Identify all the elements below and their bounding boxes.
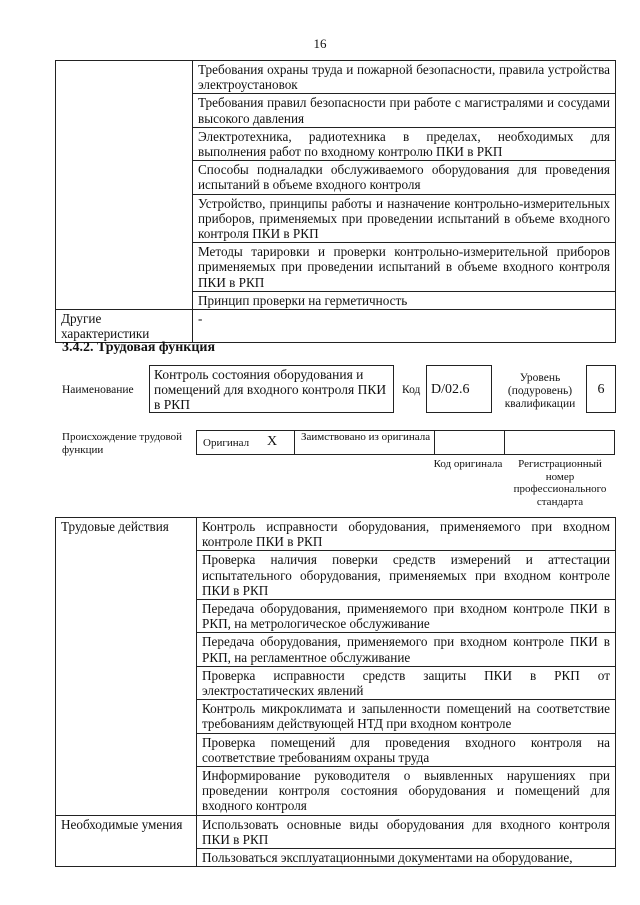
function-code: D/02.6: [431, 382, 470, 397]
section-title: 3.4.2. Трудовая функция: [62, 340, 216, 355]
skill-item: Использовать основные виды оборудования для входного контроля ПКИ в РКП: [197, 815, 616, 848]
labor-actions-label: Трудовые действия: [56, 518, 197, 816]
labor-action-item: Проверка исправности средств защиты ПКИ в РКП от электростатических явлений: [197, 666, 616, 699]
level-box: [586, 365, 616, 413]
origin-divider: [504, 431, 505, 454]
code-original-caption: Код оригинала: [433, 458, 503, 470]
original-cell: [197, 431, 295, 454]
knowledge-item: Требования охраны труда и пожарной безопасности, правила устройства электроустановок: [193, 61, 616, 94]
level-label: Уровень (подуровень) квалификации: [504, 372, 576, 410]
knowledge-item: Принцип проверки на герметичность: [193, 291, 616, 309]
page-number: 16: [313, 36, 327, 51]
code-label: Код: [402, 384, 421, 396]
function-code-box: [426, 365, 492, 413]
labor-action-item: Передача оборудования, применяемого при входном контроле ПКИ в РКП, на регламентное обслуживание: [197, 633, 616, 666]
labor-action-item: Проверка помещений для проведения входного контроля на соответствие требованиям охраны труда: [197, 733, 616, 766]
original-mark: X: [267, 434, 278, 449]
level-value: 6: [597, 382, 605, 397]
original-label: Оригинал: [203, 437, 250, 449]
origin-label: Происхождение трудовой функции: [62, 431, 183, 456]
knowledge-item: Электротехника, радиотехника в пределах, необходимых для выполнения работ по входному контролю ПКИ в РКП: [193, 127, 616, 160]
labor-action-item: Контроль исправности оборудования, применяемого при входном контроле ПКИ в РКП: [197, 518, 616, 551]
labor-action-item: Проверка наличия поверки средств измерений и аттестации испытательного оборудования, применяемых при входном контроле ПКИ в РКП: [197, 551, 616, 600]
required-skills-label: Необходимые умения: [56, 815, 197, 867]
origin-row: [196, 430, 615, 455]
name-label: Наименование: [62, 384, 134, 396]
labor-actions-table: [55, 517, 616, 867]
knowledge-table: [55, 60, 616, 343]
knowledge-item: Устройство, принципы работы и назначение контрольно-измерительных приборов, применяемых при проведении испытаний в объеме входного контроля ПКИ в РКП: [193, 194, 616, 243]
origin-divider: [434, 431, 435, 454]
other-characteristics-value: -: [193, 310, 616, 343]
other-characteristics-label: Другие характеристики: [56, 310, 193, 343]
knowledge-item: Методы тарировки и проверки контрольно-измерительной приборов применяемых при проведении испытаний в объеме входного контроля ПКИ в РКП: [193, 243, 616, 292]
knowledge-item: Способы подналадки обслуживаемого оборудования для проведения испытаний в объеме входного контроля: [193, 161, 616, 194]
knowledge-item: Требования правил безопасности при работе с магистралями и сосудами высокого давления: [193, 94, 616, 127]
borrowed-label: Заимствовано из оригинала: [301, 431, 431, 443]
function-name: Контроль состояния оборудования и помещений для входного контроля ПКИ в РКП: [154, 367, 387, 412]
knowledge-label-cell: [56, 61, 193, 310]
labor-action-item: Контроль микроклимата и запыленности помещений на соответствие требованиям действующей НТД при входном контроле: [197, 700, 616, 733]
labor-action-item: Передача оборудования, применяемого при входном контроле ПКИ в РКП, на метрологическое обслуживание: [197, 600, 616, 633]
function-name-box: [149, 365, 394, 413]
labor-action-item: Информирование руководителя о выявленных нарушениях при проведении контроля состояния оборудования и помещений для входного контроля: [197, 767, 616, 816]
registration-number-caption: Регистрационный номер профессионального стандарта: [513, 458, 607, 508]
skill-item: Пользоваться эксплуатационными документами на оборудование,: [197, 849, 616, 867]
